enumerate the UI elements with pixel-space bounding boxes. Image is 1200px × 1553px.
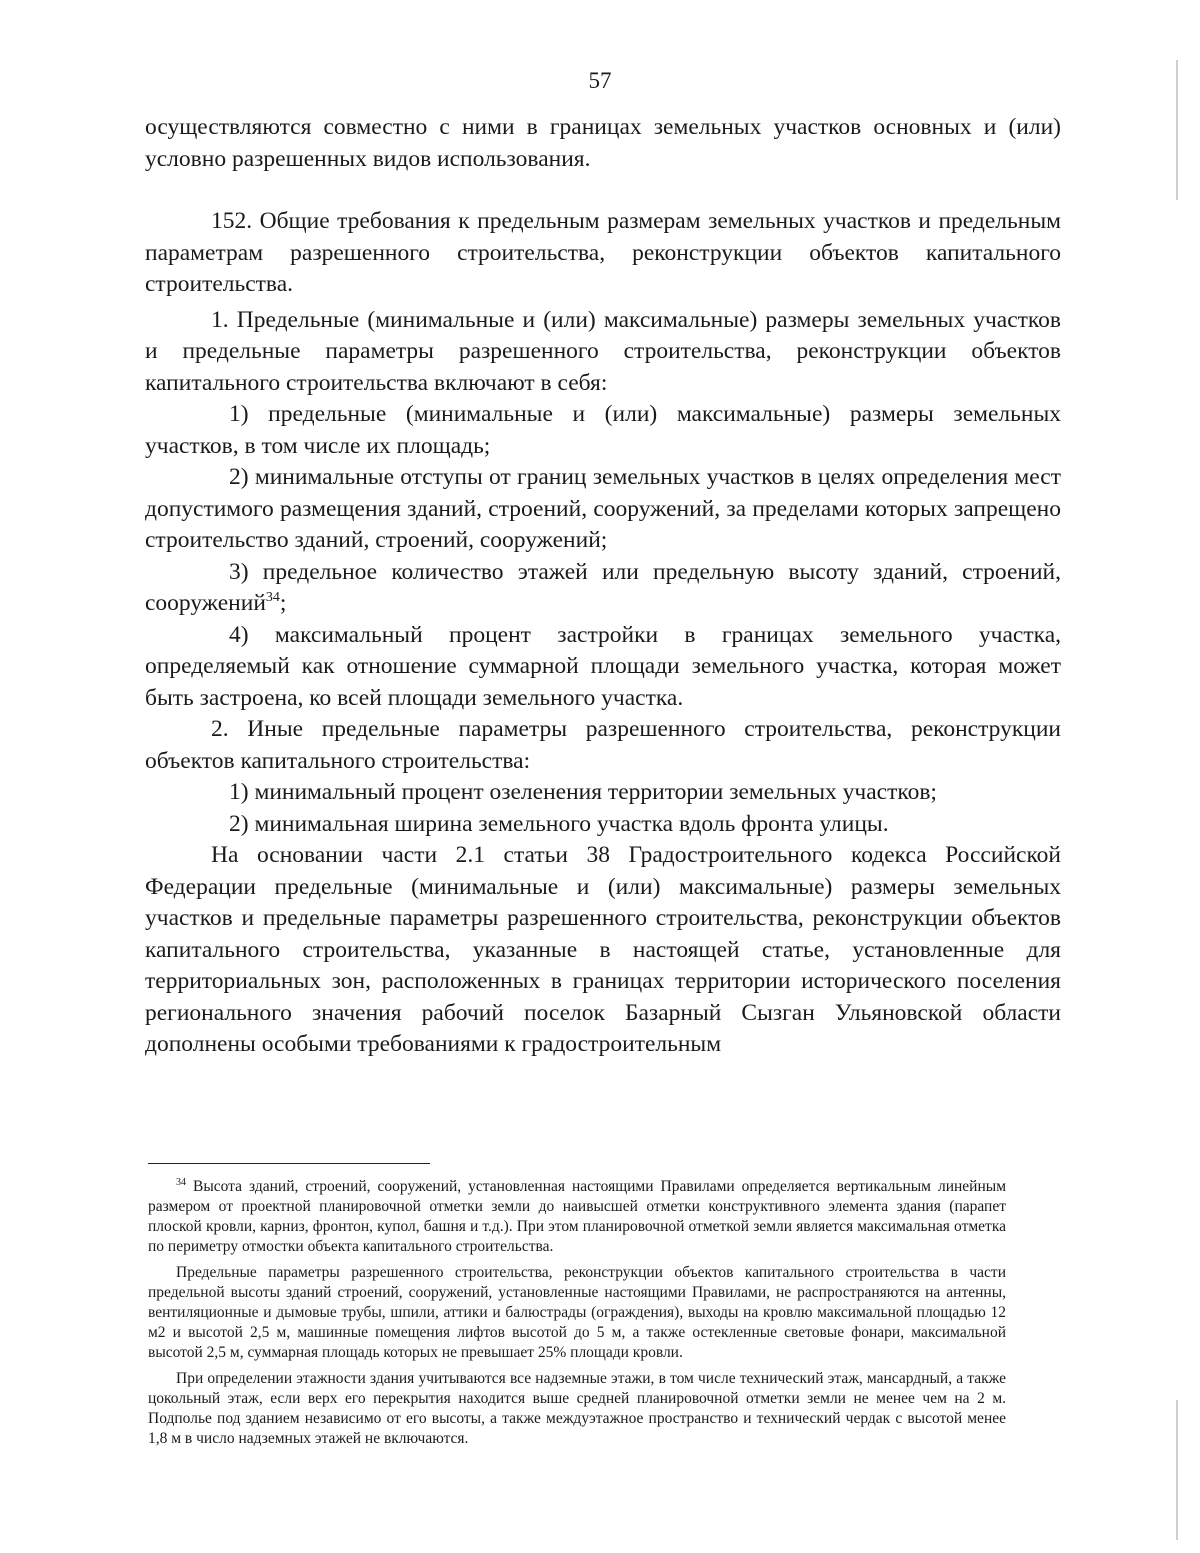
item1-intro: 1. Предельные (минимальные и (или) максимальные) размеры земельных участков и предельные параметры разрешенного строительства, реконструкции объектов капитального строительства включают в себя: [145,306,1061,396]
item1-sub3-end: ; [279,590,287,616]
footnote-marker: 34 [176,1176,186,1188]
item2-sub1: 1) минимальный процент озеленения территории земельных участков; [229,779,937,805]
scan-edge-mark [1176,60,1178,200]
section-heading: 152. Общие требования к предельным размерам земельных участков и предельным параметрам разрешенного строительства, реконструкции объектов капитального строительства. [145,208,1061,297]
scan-edge-mark [1176,1400,1178,1540]
footnotes-block [148,1177,1006,1455]
footnote-separator [148,1163,430,1164]
item2-intro: 2. Иные предельные параметры разрешенного строительства, реконструкции объектов капитального строительства: [145,716,1061,774]
item1-sub4: 4) максимальный процент застройки в границах земельного участка, определяемый как отношение суммарной площади земельного участка, которая может быть застроена, ко всей площади земельного участка. [145,621,1061,711]
footnote-paragraph-3: При определении этажности здания учитываются все надземные этажи, в том числе технический этаж, мансардный, а также цокольный этаж, если верх его перекрытия находится выше средней планировочной отметки земли не менее чем на 2 м. Подполье под зданием независимо от его высоты, а также междуэтажное пространство и технический чердак с высотой менее 1,8 м в число надземных этажей не включаются. [148,1370,1006,1447]
footnote-paragraph-2: Предельные параметры разрешенного строительства, реконструкции объектов капитального строительства в части предельной высоты зданий строений, сооружений, установленные настоящими Правилами, не распространяются на антенны, вентиляционные и дымовые трубы, шпили, аттики и балюстрады (ограждения), выходы на кровлю максимальной площадью 12 м2 и высотой 2,5 м, машинные помещения лифтов высотой до 5 м, а также остекленные световые фонари, максимальной высотой 2,5 м, суммарная площадь которых не превышает 25% площади кровли. [148,1264,1006,1361]
footnote-34 [148,1177,1006,1257]
item1-sub1: 1) предельные (минимальные и (или) максимальные) размеры земельных участков, в том числе их площадь; [145,401,1061,459]
page-number: 57 [588,68,612,93]
item2-sub2: 2) минимальная ширина земельного участка вдоль фронта улицы. [229,810,889,837]
continuation-block [145,112,1061,175]
basis-paragraph: На основании части 2.1 статьи 38 Градостроительного кодекса Российской Федерации предельные (минимальные и (или) максимальные) размеры земельных участков и предельные параметры разрешенного строительства, реконструкции объектов капитального строительства, указанные в настоящей статье, установленные для территориальных зон, расположенных в границах территории исторического поселения регионального значения рабочий поселок Базарный Сызган Ульяновской области дополнены особыми требованиями к градостроительным [145,842,1061,1057]
item1-sub2: 2) минимальные отступы от границ земельных участков в целях определения мест допустимого размещения зданий, строений, сооружений, за пределами которых запрещено строительство зданий, строений, сооружений; [145,464,1061,553]
item1-sub3-text: 3) предельное количество этажей или предельную высоту зданий, строений, сооружений [145,558,1061,616]
section-152 [145,206,1061,1061]
footnote-reference: 34 [265,590,280,606]
item1-sub3 [145,557,1061,620]
continuation-paragraph: осуществляются совместно с ними в границах земельных участков основных и (или) условно разрешенных видов использования. [145,114,1061,172]
footnote-34-text: Высота зданий, строений, сооружений, установленная настоящими Правилами определяется вертикальным линейным размером от проектной планировочной отметки земли до наивысшей отметки конструктивного элемента здания (парапет плоской кровли, карниз, фронтон, купол, башня и т.д.). При этом планировочной отметкой земли является максимальная отметка по периметру отмостки объекта капитального строительства. [148,1178,1006,1255]
